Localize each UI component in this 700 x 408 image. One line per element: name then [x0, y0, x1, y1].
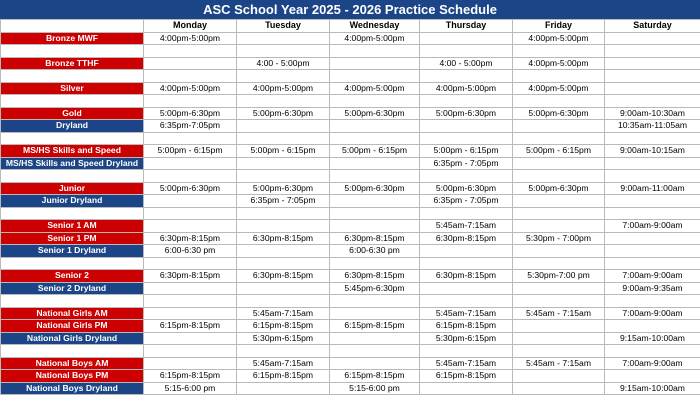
spacer-label [1, 257, 144, 270]
time-cell-thursday: 6:35pm - 7:05pm [420, 157, 513, 170]
spacer-label [1, 132, 144, 145]
time-cell-friday [513, 345, 605, 358]
time-cell-thursday: 6:15pm-8:15pm [420, 320, 513, 333]
time-cell-tuesday: 5:45am-7:15am [237, 307, 330, 320]
spacer-label [1, 345, 144, 358]
time-cell-saturday [605, 32, 700, 45]
time-cell-monday [144, 357, 237, 370]
time-cell-wednesday [330, 345, 420, 358]
schedule-row [1, 120, 700, 133]
time-cell-wednesday [330, 132, 420, 145]
day-header-friday: Friday [513, 20, 605, 33]
time-cell-thursday [420, 282, 513, 295]
time-cell-tuesday [237, 95, 330, 108]
time-cell-tuesday: 6:15pm-8:15pm [237, 370, 330, 383]
time-cell-tuesday [237, 382, 330, 395]
time-cell-saturday [605, 45, 700, 58]
time-cell-wednesday: 5:00pm-6:30pm [330, 107, 420, 120]
time-cell-tuesday [237, 245, 330, 258]
time-cell-thursday: 5:45am-7:15am [420, 220, 513, 233]
time-cell-friday [513, 370, 605, 383]
group-label: Bronze TTHF [1, 57, 144, 70]
time-cell-saturday: 9:15am-10:00am [605, 382, 700, 395]
time-cell-friday [513, 245, 605, 258]
time-cell-thursday: 5:30pm-6:15pm [420, 332, 513, 345]
time-cell-friday [513, 257, 605, 270]
time-cell-monday [144, 70, 237, 83]
time-cell-saturday [605, 132, 700, 145]
time-cell-monday: 6:30pm-8:15pm [144, 232, 237, 245]
time-cell-friday [513, 132, 605, 145]
schedule-title: ASC School Year 2025 - 2026 Practice Schedule [0, 0, 700, 19]
spacer-row [1, 345, 700, 358]
time-cell-thursday: 6:35pm - 7:05pm [420, 195, 513, 208]
time-cell-tuesday: 5:45am-7:15am [237, 357, 330, 370]
time-cell-monday: 6:30pm-8:15pm [144, 270, 237, 283]
schedule-row [1, 382, 700, 395]
group-label: National Girls PM [1, 320, 144, 333]
time-cell-tuesday: 5:00pm-6:30pm [237, 107, 330, 120]
time-cell-thursday [420, 382, 513, 395]
time-cell-tuesday [237, 120, 330, 133]
time-cell-thursday [420, 170, 513, 183]
time-cell-tuesday [237, 257, 330, 270]
time-cell-monday [144, 295, 237, 308]
time-cell-wednesday [330, 195, 420, 208]
schedule-row [1, 320, 700, 333]
time-cell-saturday [605, 295, 700, 308]
time-cell-wednesday [330, 170, 420, 183]
group-label: Junior [1, 182, 144, 195]
day-header-tuesday: Tuesday [237, 20, 330, 33]
time-cell-wednesday: 6:30pm-8:15pm [330, 270, 420, 283]
time-cell-saturday [605, 70, 700, 83]
time-cell-tuesday: 6:30pm-8:15pm [237, 270, 330, 283]
time-cell-friday: 5:00pm - 6:15pm [513, 145, 605, 158]
time-cell-friday: 5:30pm-7:00 pm [513, 270, 605, 283]
time-cell-thursday: 5:00pm - 6:15pm [420, 145, 513, 158]
time-cell-saturday [605, 57, 700, 70]
time-cell-wednesday: 6:00-6:30 pm [330, 245, 420, 258]
schedule-row [1, 332, 700, 345]
group-label: Silver [1, 82, 144, 95]
time-cell-thursday [420, 32, 513, 45]
day-header-thursday: Thursday [420, 20, 513, 33]
spacer-label [1, 70, 144, 83]
time-cell-thursday: 4:00 - 5:00pm [420, 57, 513, 70]
time-cell-tuesday [237, 32, 330, 45]
group-label: Bronze MWF [1, 32, 144, 45]
time-cell-thursday: 6:30pm-8:15pm [420, 232, 513, 245]
time-cell-thursday: 5:00pm-6:30pm [420, 182, 513, 195]
time-cell-saturday: 7:00am-9:00am [605, 357, 700, 370]
time-cell-saturday [605, 95, 700, 108]
time-cell-tuesday: 4:00pm-5:00pm [237, 82, 330, 95]
group-label: Dryland [1, 120, 144, 133]
time-cell-monday [144, 195, 237, 208]
time-cell-saturday [605, 245, 700, 258]
time-cell-thursday: 5:45am-7:15am [420, 357, 513, 370]
time-cell-tuesday [237, 132, 330, 145]
time-cell-friday [513, 157, 605, 170]
time-cell-monday [144, 345, 237, 358]
time-cell-monday [144, 220, 237, 233]
time-cell-saturday: 9:00am-10:15am [605, 145, 700, 158]
time-cell-tuesday [237, 207, 330, 220]
time-cell-tuesday [237, 70, 330, 83]
time-cell-wednesday: 6:15pm-8:15pm [330, 320, 420, 333]
time-cell-wednesday [330, 220, 420, 233]
time-cell-saturday: 10:35am-11:05am [605, 120, 700, 133]
time-cell-friday: 5:45am - 7:15am [513, 357, 605, 370]
group-label: National Girls AM [1, 307, 144, 320]
time-cell-thursday [420, 345, 513, 358]
time-cell-friday [513, 332, 605, 345]
time-cell-wednesday [330, 295, 420, 308]
time-cell-friday: 5:00pm-6:30pm [513, 182, 605, 195]
time-cell-tuesday: 5:00pm - 6:15pm [237, 145, 330, 158]
time-cell-thursday [420, 45, 513, 58]
time-cell-wednesday [330, 357, 420, 370]
spacer-label [1, 295, 144, 308]
time-cell-saturday [605, 320, 700, 333]
spacer-label [1, 95, 144, 108]
time-cell-friday [513, 70, 605, 83]
group-label: MS/HS Skills and Speed Dryland [1, 157, 144, 170]
time-cell-wednesday [330, 207, 420, 220]
time-cell-saturday [605, 232, 700, 245]
time-cell-friday [513, 207, 605, 220]
time-cell-tuesday [237, 295, 330, 308]
schedule-table [0, 19, 700, 395]
time-cell-friday [513, 320, 605, 333]
day-header-row [1, 20, 700, 33]
spacer-label [1, 45, 144, 58]
schedule-row [1, 232, 700, 245]
time-cell-tuesday: 6:30pm-8:15pm [237, 232, 330, 245]
time-cell-friday [513, 382, 605, 395]
time-cell-friday [513, 282, 605, 295]
time-cell-monday: 6:35pm-7:05pm [144, 120, 237, 133]
corner-header [1, 20, 144, 33]
time-cell-wednesday [330, 45, 420, 58]
time-cell-monday [144, 95, 237, 108]
group-label: Junior Dryland [1, 195, 144, 208]
time-cell-monday: 6:00-6:30 pm [144, 245, 237, 258]
schedule-row [1, 182, 700, 195]
time-cell-thursday: 5:00pm-6:30pm [420, 107, 513, 120]
time-cell-tuesday: 6:35pm - 7:05pm [237, 195, 330, 208]
time-cell-tuesday: 5:00pm-6:30pm [237, 182, 330, 195]
group-label: Senior 1 Dryland [1, 245, 144, 258]
time-cell-friday [513, 195, 605, 208]
group-label: Senior 1 AM [1, 220, 144, 233]
time-cell-wednesday [330, 332, 420, 345]
schedule-row [1, 145, 700, 158]
time-cell-friday: 5:45am - 7:15am [513, 307, 605, 320]
schedule-row [1, 220, 700, 233]
spacer-row [1, 95, 700, 108]
time-cell-thursday: 6:15pm-8:15pm [420, 370, 513, 383]
time-cell-monday [144, 282, 237, 295]
time-cell-thursday [420, 120, 513, 133]
time-cell-friday: 4:00pm-5:00pm [513, 82, 605, 95]
group-label: National Girls Dryland [1, 332, 144, 345]
group-label: Gold [1, 107, 144, 120]
time-cell-saturday [605, 157, 700, 170]
time-cell-saturday: 9:00am-11:00am [605, 182, 700, 195]
time-cell-tuesday: 6:15pm-8:15pm [237, 320, 330, 333]
time-cell-monday [144, 57, 237, 70]
time-cell-tuesday [237, 282, 330, 295]
time-cell-thursday [420, 295, 513, 308]
spacer-row [1, 257, 700, 270]
schedule-row [1, 107, 700, 120]
spacer-row [1, 207, 700, 220]
time-cell-friday: 4:00pm-5:00pm [513, 32, 605, 45]
time-cell-wednesday [330, 307, 420, 320]
time-cell-thursday: 6:30pm-8:15pm [420, 270, 513, 283]
time-cell-monday: 4:00pm-5:00pm [144, 82, 237, 95]
group-label: Senior 2 [1, 270, 144, 283]
time-cell-monday [144, 332, 237, 345]
spacer-label [1, 170, 144, 183]
time-cell-saturday [605, 195, 700, 208]
time-cell-wednesday: 5:45pm-6:30pm [330, 282, 420, 295]
spacer-row [1, 295, 700, 308]
time-cell-saturday [605, 170, 700, 183]
group-label: Senior 2 Dryland [1, 282, 144, 295]
time-cell-thursday [420, 132, 513, 145]
time-cell-saturday: 9:00am-9:35am [605, 282, 700, 295]
time-cell-tuesday [237, 45, 330, 58]
group-label: National Boys Dryland [1, 382, 144, 395]
schedule-row [1, 57, 700, 70]
time-cell-saturday [605, 257, 700, 270]
time-cell-tuesday: 5:30pm-6:15pm [237, 332, 330, 345]
time-cell-saturday: 7:00am-9:00am [605, 307, 700, 320]
time-cell-thursday [420, 70, 513, 83]
time-cell-wednesday [330, 157, 420, 170]
time-cell-wednesday [330, 70, 420, 83]
time-cell-thursday: 4:00pm-5:00pm [420, 82, 513, 95]
time-cell-wednesday [330, 120, 420, 133]
time-cell-thursday [420, 245, 513, 258]
time-cell-wednesday [330, 95, 420, 108]
time-cell-tuesday: 4:00 - 5:00pm [237, 57, 330, 70]
time-cell-friday [513, 295, 605, 308]
schedule-row [1, 157, 700, 170]
time-cell-wednesday: 4:00pm-5:00pm [330, 82, 420, 95]
day-header-saturday: Saturday [605, 20, 700, 33]
time-cell-monday: 5:00pm - 6:15pm [144, 145, 237, 158]
time-cell-monday: 5:00pm-6:30pm [144, 182, 237, 195]
group-label: Senior 1 PM [1, 232, 144, 245]
time-cell-monday: 4:00pm-5:00pm [144, 32, 237, 45]
time-cell-monday [144, 207, 237, 220]
time-cell-monday: 6:15pm-8:15pm [144, 320, 237, 333]
time-cell-tuesday [237, 220, 330, 233]
time-cell-monday [144, 45, 237, 58]
schedule-row [1, 82, 700, 95]
time-cell-wednesday: 5:00pm-6:30pm [330, 182, 420, 195]
time-cell-tuesday [237, 170, 330, 183]
time-cell-friday: 4:00pm-5:00pm [513, 57, 605, 70]
day-header-monday: Monday [144, 20, 237, 33]
time-cell-saturday: 7:00am-9:00am [605, 220, 700, 233]
time-cell-tuesday [237, 157, 330, 170]
schedule-row [1, 32, 700, 45]
group-label: National Boys PM [1, 370, 144, 383]
time-cell-monday: 5:15-6:00 pm [144, 382, 237, 395]
schedule-row [1, 245, 700, 258]
spacer-row [1, 45, 700, 58]
time-cell-thursday [420, 257, 513, 270]
time-cell-thursday: 5:45am-7:15am [420, 307, 513, 320]
time-cell-wednesday: 6:30pm-8:15pm [330, 232, 420, 245]
time-cell-saturday [605, 207, 700, 220]
time-cell-friday: 5:30pm - 7:00pm [513, 232, 605, 245]
time-cell-friday [513, 45, 605, 58]
time-cell-thursday [420, 207, 513, 220]
group-label: MS/HS Skills and Speed [1, 145, 144, 158]
time-cell-friday [513, 95, 605, 108]
time-cell-wednesday: 5:00pm - 6:15pm [330, 145, 420, 158]
spacer-label [1, 207, 144, 220]
time-cell-tuesday [237, 345, 330, 358]
time-cell-friday [513, 220, 605, 233]
group-label: National Boys AM [1, 357, 144, 370]
time-cell-saturday [605, 345, 700, 358]
time-cell-wednesday [330, 257, 420, 270]
schedule-row [1, 195, 700, 208]
time-cell-wednesday: 5:15-6:00 pm [330, 382, 420, 395]
spacer-row [1, 170, 700, 183]
time-cell-thursday [420, 95, 513, 108]
time-cell-monday [144, 132, 237, 145]
time-cell-monday [144, 307, 237, 320]
time-cell-saturday: 9:00am-10:30am [605, 107, 700, 120]
time-cell-monday [144, 170, 237, 183]
time-cell-monday [144, 257, 237, 270]
time-cell-friday [513, 120, 605, 133]
time-cell-wednesday: 4:00pm-5:00pm [330, 32, 420, 45]
schedule-row [1, 270, 700, 283]
time-cell-saturday: 7:00am-9:00am [605, 270, 700, 283]
spacer-row [1, 132, 700, 145]
time-cell-friday [513, 170, 605, 183]
schedule-row [1, 357, 700, 370]
time-cell-saturday [605, 82, 700, 95]
spacer-row [1, 70, 700, 83]
time-cell-monday: 5:00pm-6:30pm [144, 107, 237, 120]
time-cell-saturday: 9:15am-10:00am [605, 332, 700, 345]
time-cell-friday: 5:00pm-6:30pm [513, 107, 605, 120]
time-cell-monday: 6:15pm-8:15pm [144, 370, 237, 383]
day-header-wednesday: Wednesday [330, 20, 420, 33]
time-cell-wednesday: 6:15pm-8:15pm [330, 370, 420, 383]
time-cell-monday [144, 157, 237, 170]
time-cell-wednesday [330, 57, 420, 70]
schedule-body [1, 32, 700, 395]
time-cell-saturday [605, 370, 700, 383]
schedule-row [1, 370, 700, 383]
schedule-row [1, 307, 700, 320]
schedule-row [1, 282, 700, 295]
